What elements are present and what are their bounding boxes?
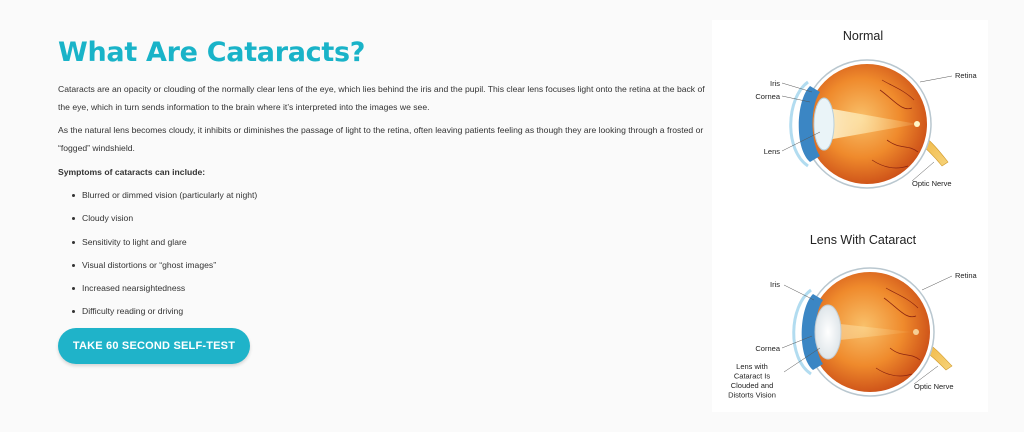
cataract-lens-label-line: Clouded and [730,381,774,390]
cataract-retina-label: Retina [955,271,977,280]
cloudy-lens-paragraph: As the natural lens becomes cloudy, it inhibits or diminishes the passage of light to the retina, often leaving patients feeling as though they are looking through a frosted or “fogged” windshield. [58,125,704,153]
normal-iris-label: Iris [770,79,780,88]
cataract-lens-label-line: Cataract Is [733,371,771,381]
intro-paragraph: Cataracts are an opacity or clouding of the normally clear lens of the eye, which lies behind the iris and the pupil. This clear lens focuses light onto the retina at the back of the eye, which in turn sends information to the brain where it’s interpreted into the images we see. [58,84,705,112]
symptom-item: Increased nearsightedness [72,277,708,300]
normal-eye-illustration [791,60,948,188]
cataract-lens-label-line: Distorts Vision [728,390,776,400]
symptoms-list [58,184,708,324]
page-title: What Are Cataracts? [58,37,366,68]
normal-optic-nerve-label: Optic Nerve [912,179,952,188]
normal-cornea-label: Cornea [755,92,780,101]
symptom-item: Blurred or dimmed vision (particularly at night) [72,184,708,207]
cataract-lens-label-line: Lens with [736,362,768,371]
normal-retina-label: Retina [955,71,977,80]
cataract-optic-nerve-label: Optic Nerve [914,382,954,391]
symptoms-heading: Symptoms of cataracts can include: [58,167,206,177]
symptom-item: Sensitivity to light and glare [72,231,708,254]
main-content [58,36,708,324]
eye-diagram [712,20,988,412]
cataract-iris-label: Iris [770,280,780,289]
cataract-eye-title: Lens With Cataract [809,233,917,247]
normal-lens-label: Lens [763,147,780,156]
normal-eye-title: Normal [842,29,884,43]
self-test-button[interactable]: TAKE 60 SECOND SELF-TEST [58,328,250,364]
cataract-cornea-label: Cornea [755,344,780,353]
eye-diagram-svg [712,20,988,412]
symptom-item: Visual distortions or “ghost images” [72,254,708,277]
symptom-item: Cloudy vision [72,207,708,230]
symptom-item: Difficulty reading or driving [72,300,708,323]
